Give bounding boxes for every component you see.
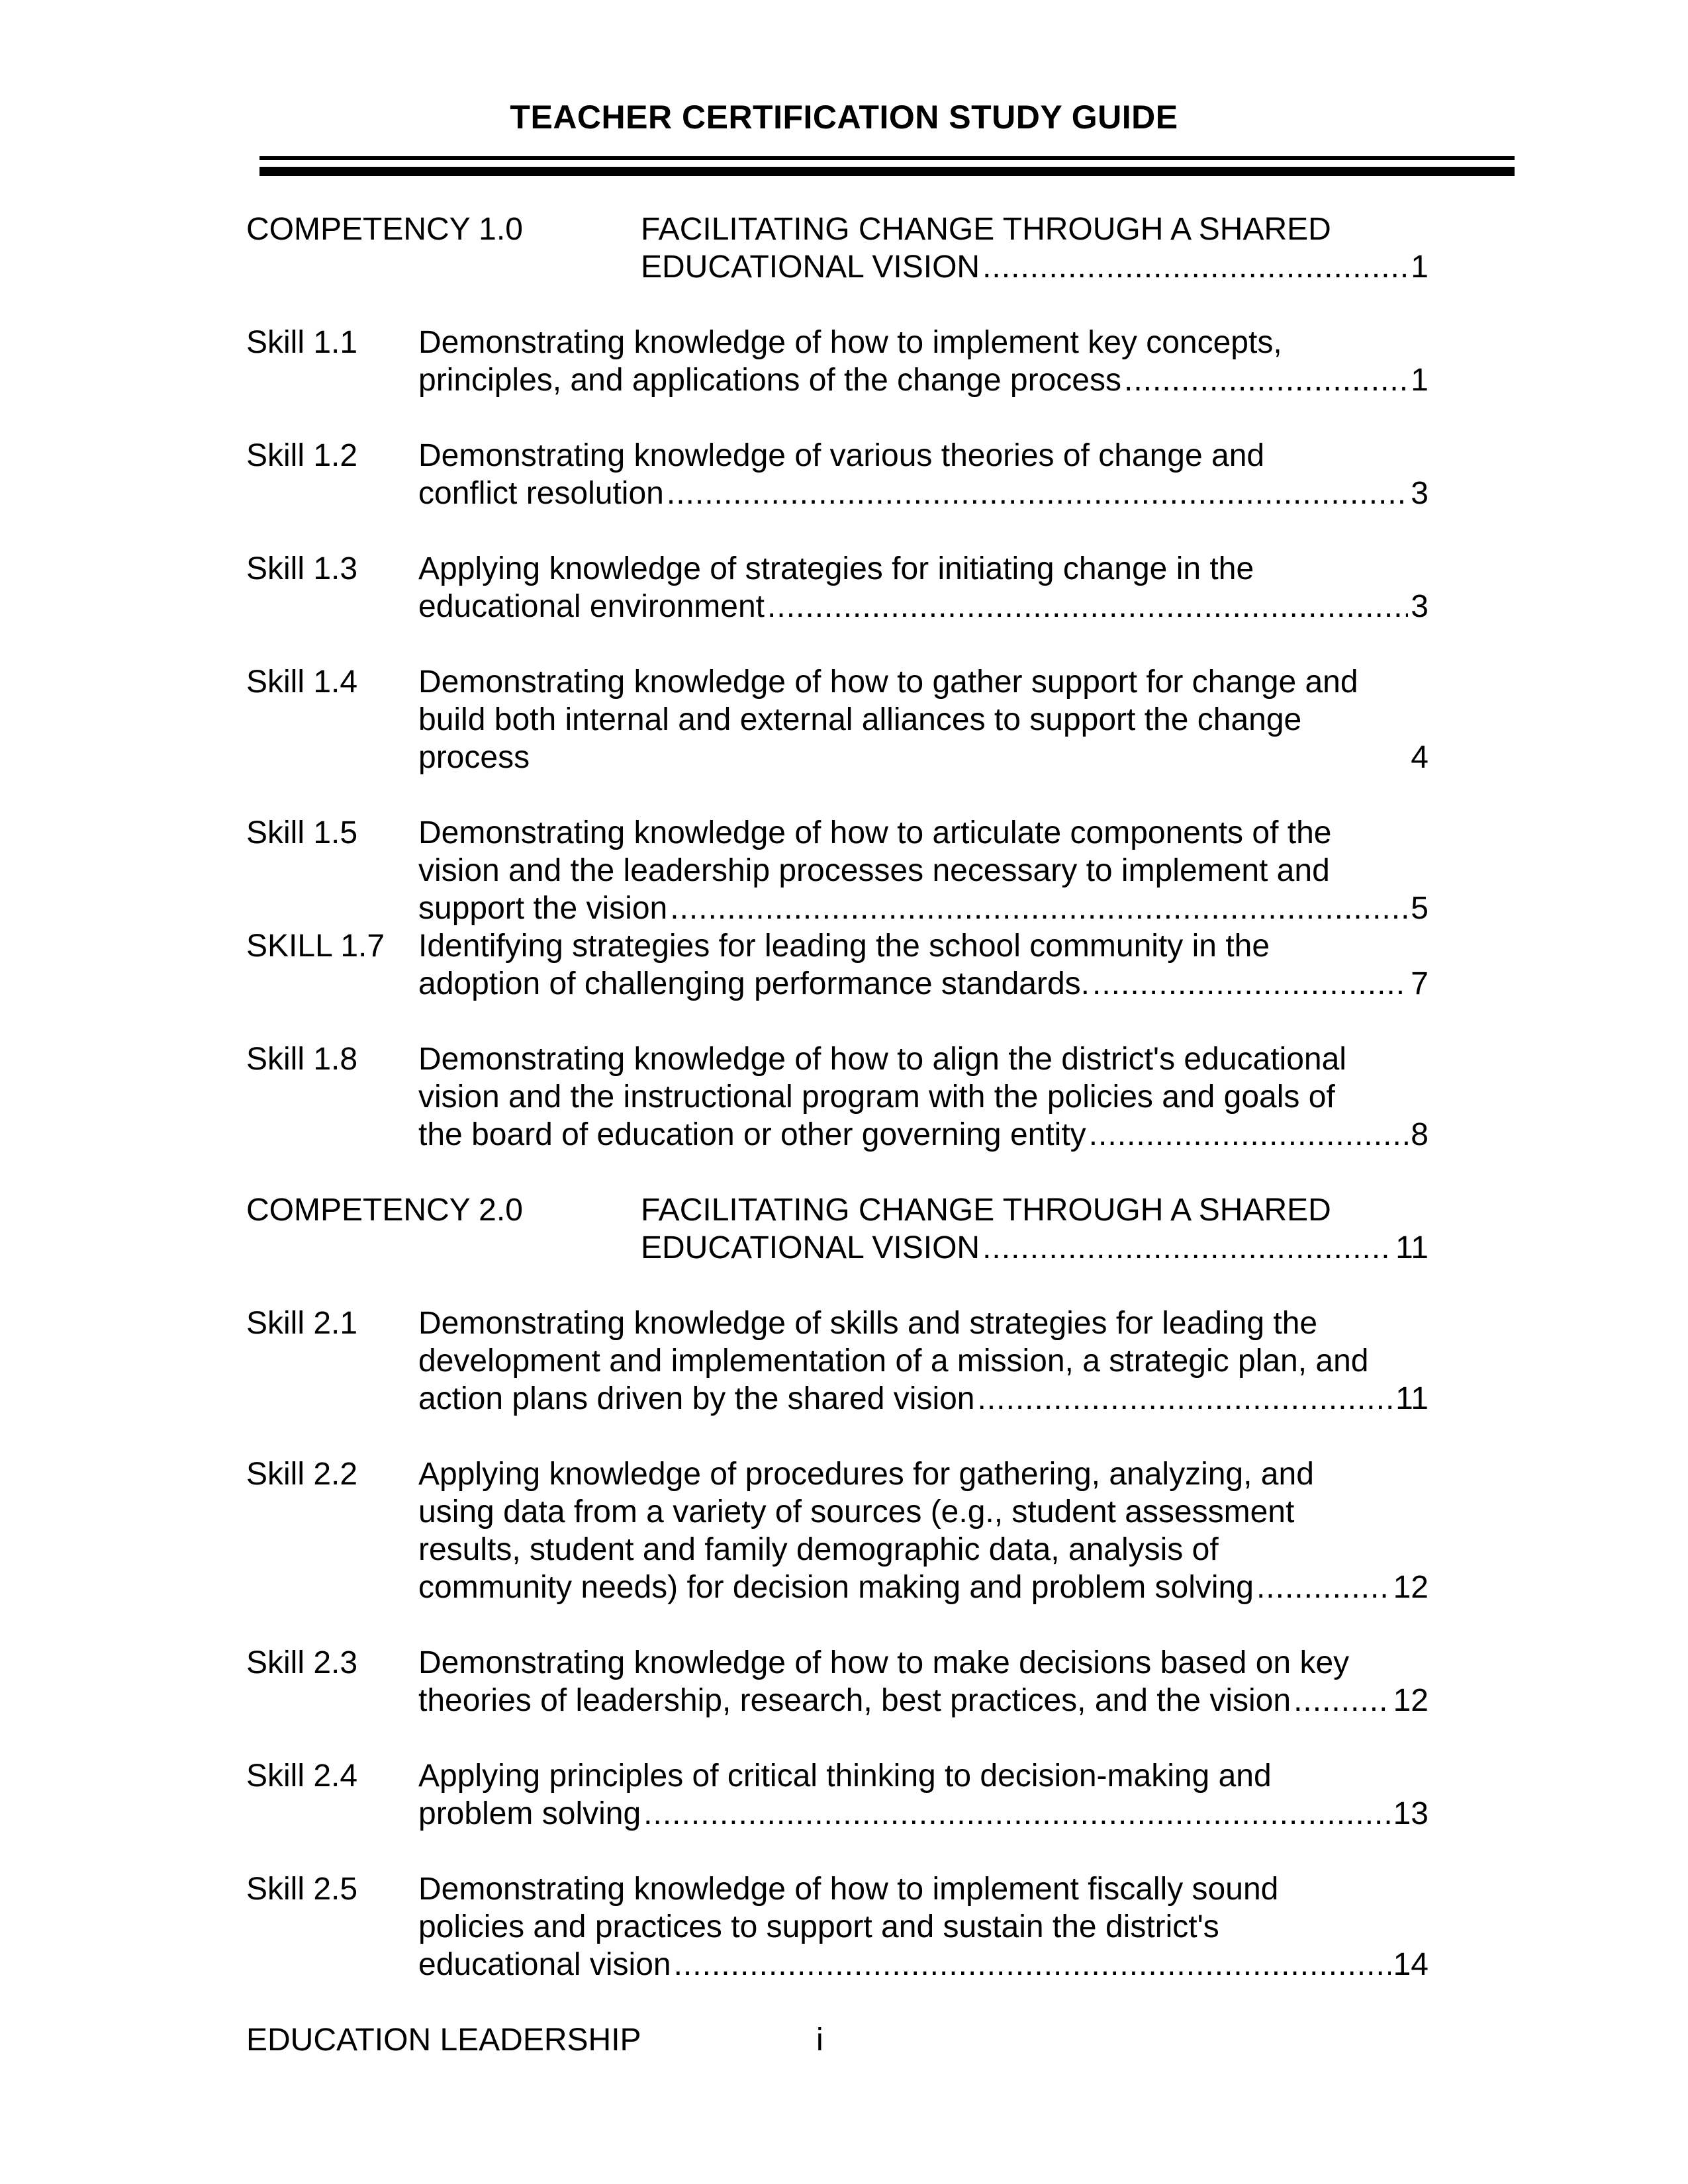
skill-label: Skill 1.5 (246, 815, 358, 850)
competency-title-last-line (641, 1229, 1429, 1267)
toc-skill-2-3 (246, 1644, 1438, 1719)
leader-dots (982, 248, 1408, 286)
leader-dots (643, 1795, 1390, 1833)
toc-page-number: 11 (1395, 1381, 1429, 1416)
skill-text-line: Applying knowledge of strategies for initiating change in the (418, 551, 1254, 586)
skill-text-line: Applying knowledge of procedures for gathering, analyzing, and (418, 1457, 1314, 1492)
skill-text-line: vision and the leadership processes necessary to implement and (418, 853, 1330, 888)
skill-label: Skill 1.3 (246, 551, 358, 586)
toc-competency-1 (246, 210, 1438, 286)
toc-page-number: 11 (1395, 1230, 1429, 1265)
skill-last-line (418, 739, 1429, 776)
skill-label: Skill 2.4 (246, 1758, 358, 1794)
toc-skill-1-2 (246, 437, 1438, 512)
skill-last-line (418, 1569, 1429, 1606)
skill-last-line (418, 889, 1429, 927)
skill-last-line (418, 1116, 1429, 1154)
skill-label: Skill 2.5 (246, 1872, 358, 1907)
skill-text: problem solving (418, 1796, 641, 1831)
toc-page-number: 12 (1393, 1570, 1429, 1605)
skill-last-line (418, 475, 1429, 512)
toc-page-number: 5 (1411, 891, 1429, 926)
skill-text-line: vision and the instructional program with the policies and goals of (418, 1079, 1335, 1115)
skill-text: principles, and applications of the change process (418, 363, 1121, 398)
footer-page-number: i (816, 2023, 823, 2058)
toc-skill-1-3 (246, 550, 1438, 625)
toc-page-number: 8 (1411, 1117, 1429, 1152)
skill-text-line: policies and practices to support and sustain the district's (418, 1909, 1219, 1944)
leader-dots (978, 1380, 1393, 1418)
skill-label: Skill 2.1 (246, 1306, 358, 1341)
skill-body (418, 1304, 1429, 1418)
skill-text-line: development and implementation of a mission, a strategic plan, and (418, 1343, 1369, 1379)
competency-body (641, 210, 1429, 286)
leader-dots (1256, 1569, 1391, 1606)
skill-text-line: Demonstrating knowledge of how to align the district's educational (418, 1042, 1346, 1077)
skill-text: support the vision (418, 891, 668, 926)
skill-last-line (418, 1795, 1429, 1833)
toc-skill-1-4 (246, 663, 1438, 776)
skill-label: SKILL 1.7 (246, 929, 385, 964)
skill-body (418, 663, 1429, 776)
skill-text: adoption of challenging performance standards. (418, 966, 1090, 1001)
toc-skill-2-1 (246, 1304, 1438, 1418)
skill-last-line (418, 1682, 1429, 1719)
skill-text-line: results, student and family demographic data, analysis of (418, 1532, 1219, 1567)
skill-label: Skill 1.4 (246, 664, 358, 700)
toc-page-number: 3 (1411, 589, 1429, 624)
toc-page-number: 3 (1411, 476, 1429, 511)
skill-body (418, 1644, 1429, 1719)
leader-dots (1092, 965, 1408, 1003)
skill-text: the board of education or other governing entity (418, 1117, 1086, 1152)
competency-title-last-line (641, 248, 1429, 286)
page-header-title: TEACHER CERTIFICATION STUDY GUIDE (510, 99, 1178, 136)
skill-label: Skill 2.3 (246, 1645, 358, 1680)
toc-skill-2-2 (246, 1455, 1438, 1606)
skill-last-line (418, 965, 1429, 1003)
skill-text-line: Applying principles of critical thinking to decision-making and (418, 1758, 1272, 1794)
toc-skill-2-4 (246, 1757, 1438, 1833)
competency-title-text: EDUCATIONAL VISION (641, 1230, 980, 1265)
skill-text: educational vision (418, 1947, 671, 1982)
skill-last-line (418, 361, 1429, 399)
skill-text-line: using data from a variety of sources (e.g., student assessment (418, 1494, 1295, 1529)
skill-text-line: Demonstrating knowledge of various theories of change and (418, 438, 1265, 473)
skill-body (418, 324, 1429, 399)
toc-page-number: 1 (1411, 363, 1429, 398)
skill-label: Skill 1.1 (246, 325, 358, 360)
skill-body (418, 1757, 1429, 1833)
skill-body (418, 550, 1429, 625)
leader-dots (1089, 1116, 1409, 1154)
leader-dots (1124, 361, 1408, 399)
leader-dots (982, 1229, 1393, 1267)
skill-last-line (418, 1380, 1429, 1418)
skill-text-line: Demonstrating knowledge of how to implement fiscally sound (418, 1872, 1279, 1907)
toc-page-number: 13 (1393, 1796, 1429, 1831)
toc-page-number: 1 (1411, 250, 1429, 285)
header-rule-thin (259, 156, 1515, 160)
toc-skill-1-7 (246, 927, 1438, 1003)
toc-page-number: 4 (1411, 740, 1429, 775)
toc-competency-2 (246, 1191, 1438, 1267)
skill-body (418, 1870, 1429, 1983)
footer-subject: EDUCATION LEADERSHIP (246, 2023, 641, 2058)
skill-last-line (418, 588, 1429, 625)
skill-text-line: Demonstrating knowledge of how to articulate components of the (418, 815, 1332, 850)
skill-text-line: Demonstrating knowledge of how to gather support for change and (418, 664, 1358, 700)
skill-text-line: build both internal and external alliances to support the change (418, 702, 1302, 737)
leader-dots (674, 1946, 1391, 1983)
skill-last-line (418, 1946, 1429, 1983)
competency-title-line: FACILITATING CHANGE THROUGH A SHARED (641, 1193, 1331, 1228)
toc-page-number: 12 (1393, 1683, 1429, 1718)
toc-skill-1-8 (246, 1040, 1438, 1154)
skill-text-line: Demonstrating knowledge of how to make decisions based on key (418, 1645, 1350, 1680)
leader-dots (767, 588, 1408, 625)
table-of-contents (246, 210, 1438, 2021)
skill-text-line: Demonstrating knowledge of how to implement key concepts, (418, 325, 1282, 360)
toc-skill-1-1 (246, 324, 1438, 399)
skill-text-line: Demonstrating knowledge of skills and strategies for leading the (418, 1306, 1318, 1341)
competency-label: COMPETENCY 1.0 (246, 212, 523, 247)
skill-text: theories of leadership, research, best practices, and the vision (418, 1683, 1291, 1718)
skill-text-line: Identifying strategies for leading the school community in the (418, 929, 1270, 964)
competency-title-text: EDUCATIONAL VISION (641, 250, 980, 285)
competency-title-line: FACILITATING CHANGE THROUGH A SHARED (641, 212, 1331, 247)
skill-text: action plans driven by the shared vision (418, 1381, 975, 1416)
skill-body (418, 1040, 1429, 1154)
skill-label: Skill 2.2 (246, 1457, 358, 1492)
toc-page-number: 7 (1411, 966, 1429, 1001)
skill-text: conflict resolution (418, 476, 664, 511)
skill-text: educational environment (418, 589, 765, 624)
skill-label: Skill 1.8 (246, 1042, 358, 1077)
competency-body (641, 1191, 1429, 1267)
skill-body (418, 927, 1429, 1003)
skill-label: Skill 1.2 (246, 438, 358, 473)
toc-skill-2-5 (246, 1870, 1438, 1983)
skill-body (418, 1455, 1429, 1606)
skill-text: community needs) for decision making and problem solving (418, 1570, 1254, 1605)
competency-label: COMPETENCY 2.0 (246, 1193, 523, 1228)
skill-text: process (418, 740, 530, 775)
skill-body (418, 437, 1429, 512)
toc-skill-1-5 (246, 814, 1438, 927)
toc-page-number: 14 (1393, 1947, 1429, 1982)
header-rule-thick (259, 167, 1515, 176)
leader-dots (667, 475, 1408, 512)
leader-dots (1293, 1682, 1391, 1719)
skill-body (418, 814, 1429, 927)
leader-dots (670, 889, 1408, 927)
